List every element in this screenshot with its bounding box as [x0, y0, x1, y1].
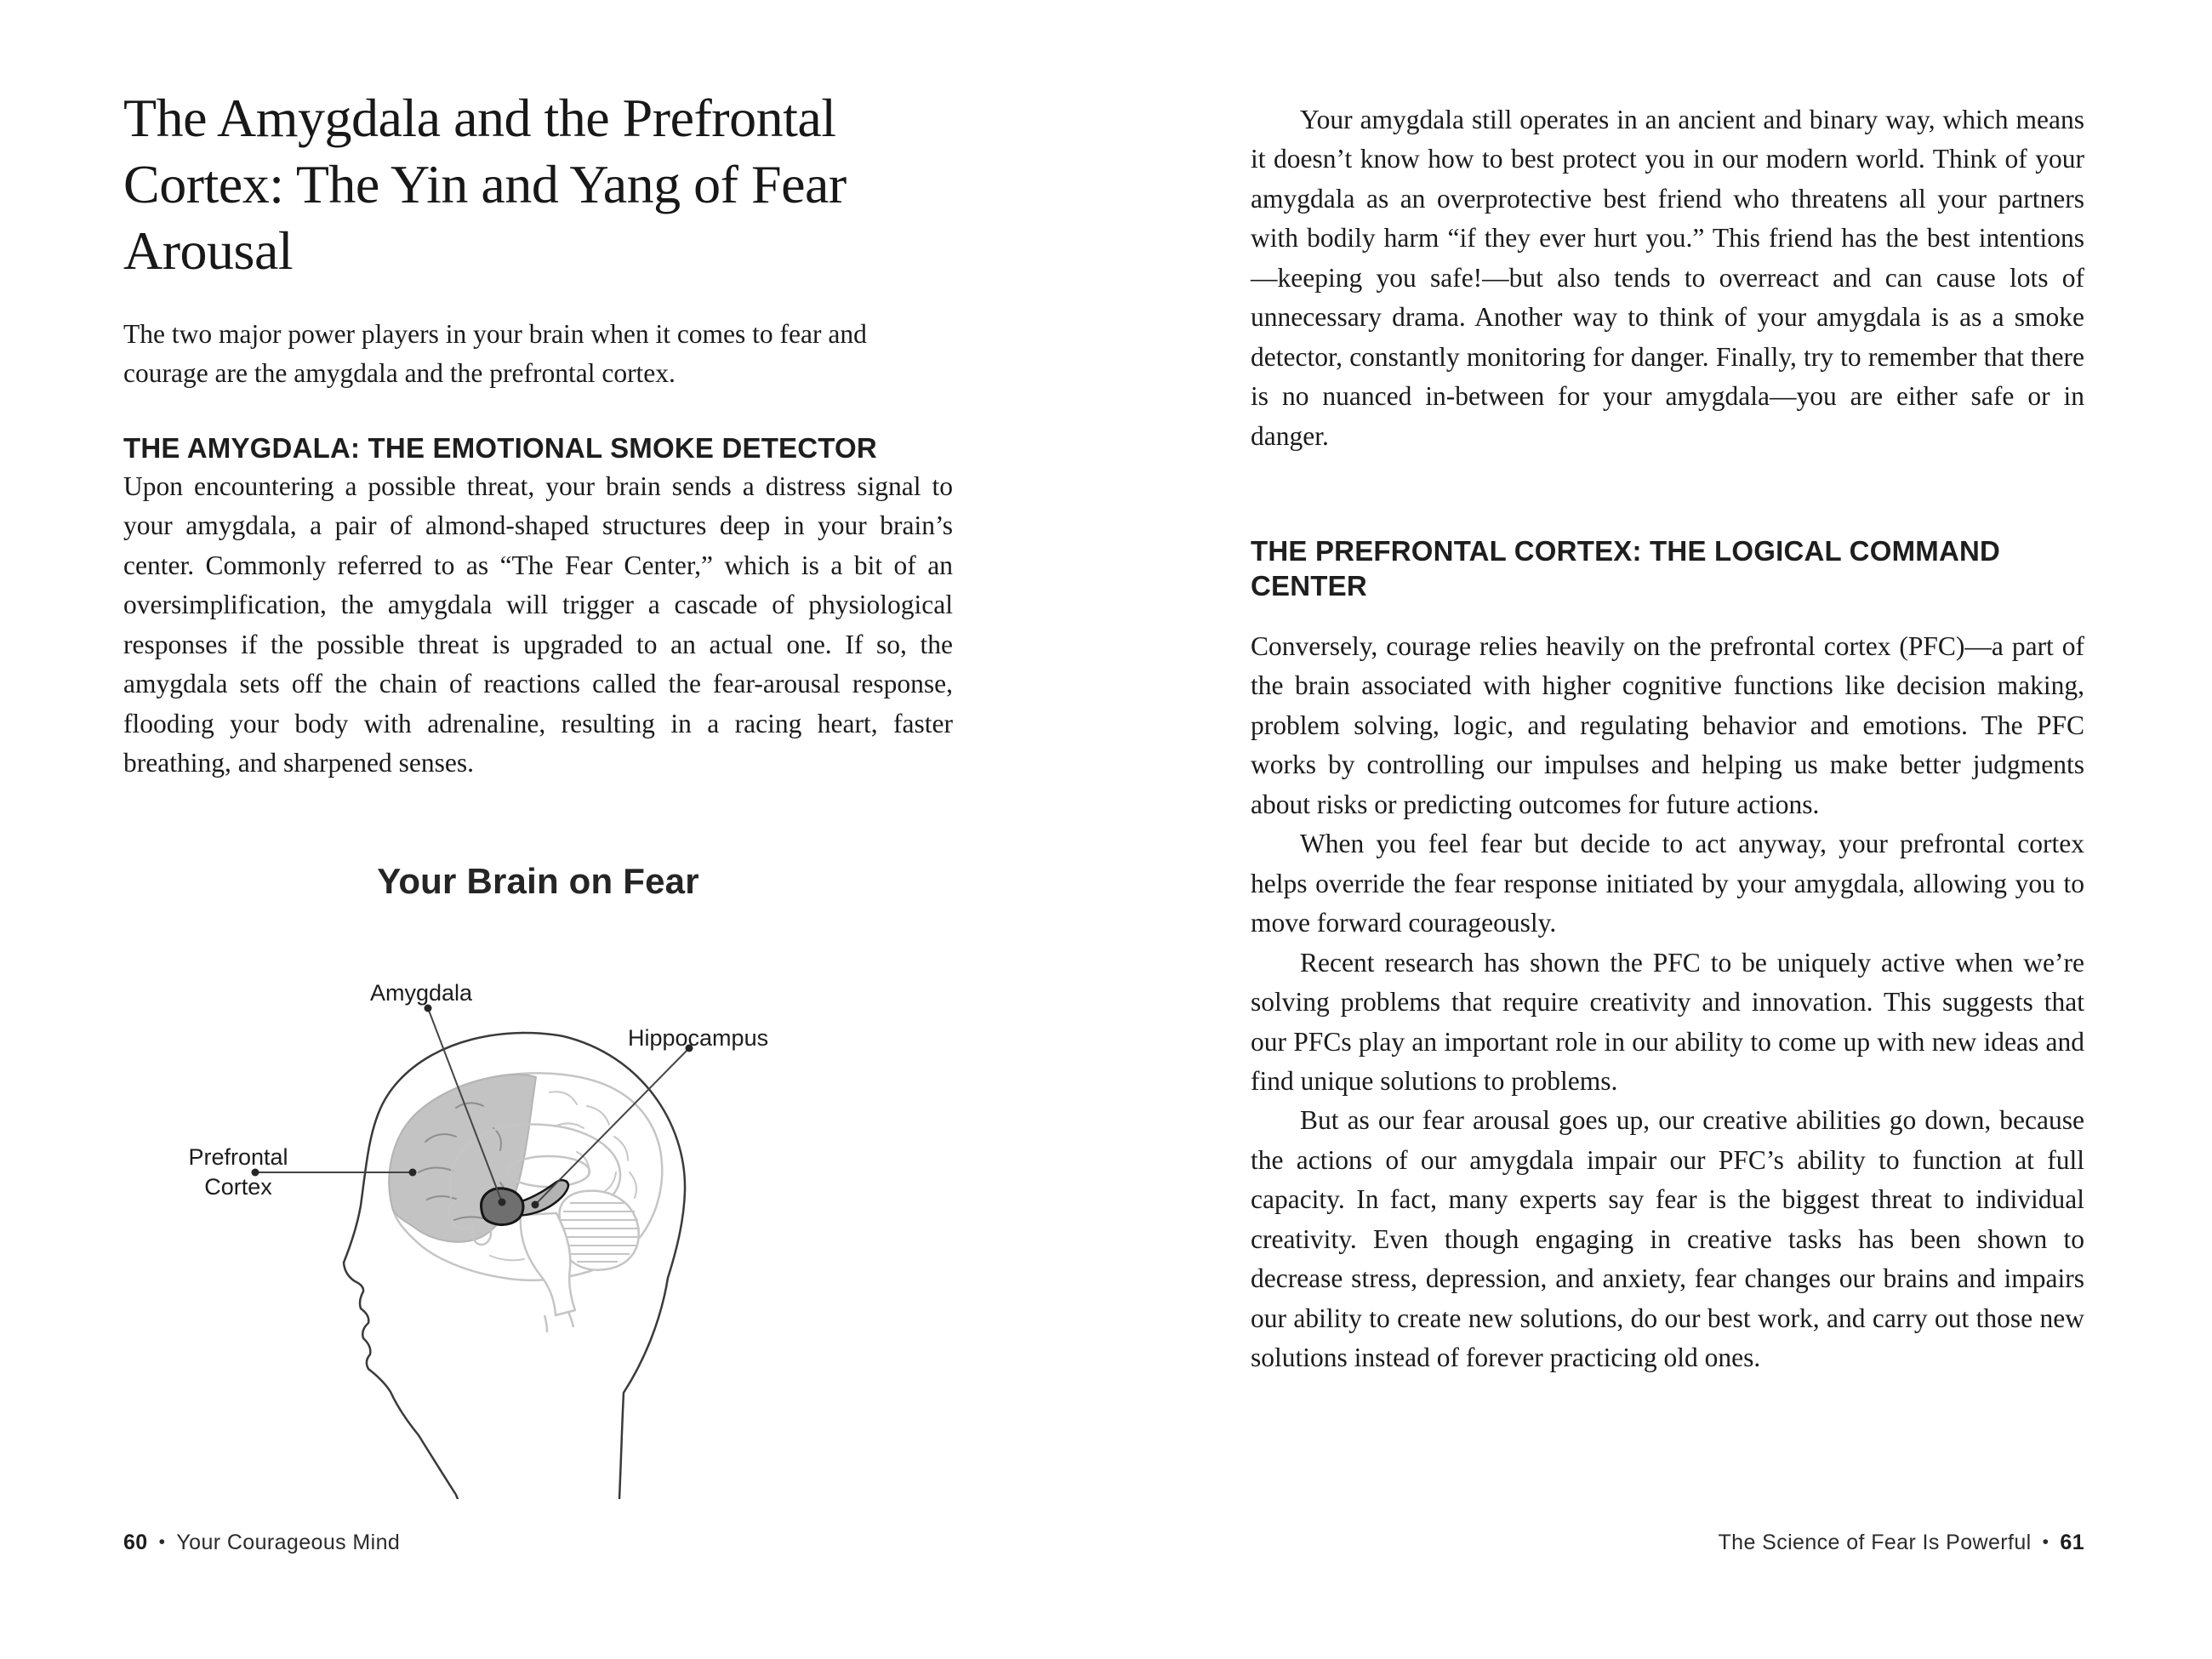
section-heading-amygdala: THE AMYGDALA: THE EMOTIONAL SMOKE DETECTOR	[123, 432, 877, 464]
right-page-body	[1251, 627, 2084, 1378]
left-footer-section-title: Your Courageous Mind	[176, 1531, 401, 1554]
left-page-number: 60	[123, 1531, 148, 1554]
right-footer-section-title: The Science of Fear Is Powerful	[1718, 1531, 2032, 1554]
body-paragraph-amygdala: Upon encountering a possible threat, your brain sends a distress signal to your amygdala, a pair of almond-shaped structures deep in your brain’s center. Commonly referred to as “The Fear Center,” which is a bit of an oversimplification, the amygdala will trigger a cascade of physiological responses if the possible threat is upgraded to an actual one. If so, the amygdala sets off the chain of reactions called the fear-arousal response, flooding your body with adrenaline, resulting in a racing heart, faster breathing, and sharpened senses.	[123, 471, 953, 778]
amygdala-label: Amygdala	[370, 980, 473, 1006]
brain-diagram-svg	[170, 938, 800, 1499]
section-heading-prefrontal: THE PREFRONTAL CORTEX: THE LOGICAL COMMAND CENTER	[1251, 535, 2001, 602]
body-paragraph-creativity: But as our fear arousal goes up, our creative abilities go down, because the actions of our amygdala impair our PFC’s ability to function at full capacity. In fact, many experts say fear is the biggest threat to individual creativity. Even though engaging in creative tasks has been shown to decrease stress, depression, and anxiety, fear changes our brains and impairs our ability to create new solutions, do our best work, and carry out those new solutions instead of forever practicing old ones.	[1251, 1105, 2084, 1373]
body-paragraph-pfc: Conversely, courage relies heavily on the prefrontal cortex (PFC)—a part of the brain associated with higher cognitive functions like decision making, problem solving, logic, and regulating behavior and emotions. The PFC works by controlling our impulses and helping us make better judgments about risks or predicting outcomes for future actions.	[1251, 631, 2084, 819]
left-page-footer	[123, 1531, 953, 1555]
body-paragraph-amygdala-continued: Your amygdala still operates in an ancient and binary way, which means it doesn’t know how to best protect you in our modern world. Think of your amygdala as an overprotective best friend who threatens all your partners with bodily harm “if they ever hurt you.” This friend has the best intentions—keeping you safe!—but also tends to overreact and can cause lots of unnecessary drama. Another way to think of your amygdala is as a smoke detector, constantly monitoring for danger. Finally, try to remember that there is no nuanced in-between for your amygdala—you are either safe or in danger.	[1251, 105, 2084, 451]
body-paragraph-research: Recent research has shown the PFC to be uniquely active when we’re solving problems that require creativity and innovation. This suggests that our PFCs play an important role in our ability to come up with new ideas and find unique solutions to problems.	[1251, 947, 2084, 1096]
right-page-number: 61	[2060, 1531, 2084, 1554]
prefrontal-label-line2: Cortex	[204, 1174, 272, 1200]
intro-paragraph: The two major power players in your brain when it comes to fear and courage are the amygdala and the prefrontal cortex.	[123, 319, 867, 389]
footer-dot-separator: •	[158, 1532, 166, 1552]
footer-dot-separator: •	[2042, 1532, 2050, 1552]
body-paragraph-override: When you feel fear but decide to act anyway, your prefrontal cortex helps override the fear response initiated by your amygdala, allowing you to move forward courageously.	[1251, 829, 2084, 938]
hippocampus-label: Hippocampus	[628, 1025, 769, 1051]
figure-title: Your Brain on Fear	[377, 861, 699, 901]
prefrontal-label-line1: Prefrontal	[188, 1144, 288, 1170]
left-page	[123, 0, 953, 1659]
amygdala-shape	[482, 1189, 523, 1225]
brain-figure	[123, 852, 953, 1525]
right-page-footer	[1251, 1531, 2084, 1555]
right-page	[1251, 0, 2084, 1659]
chapter-title: The Amygdala and the Prefrontal Cortex: The Yin and Yang of Fear Arousal	[123, 88, 847, 282]
prefrontal-cortex-label	[149, 1143, 328, 1202]
